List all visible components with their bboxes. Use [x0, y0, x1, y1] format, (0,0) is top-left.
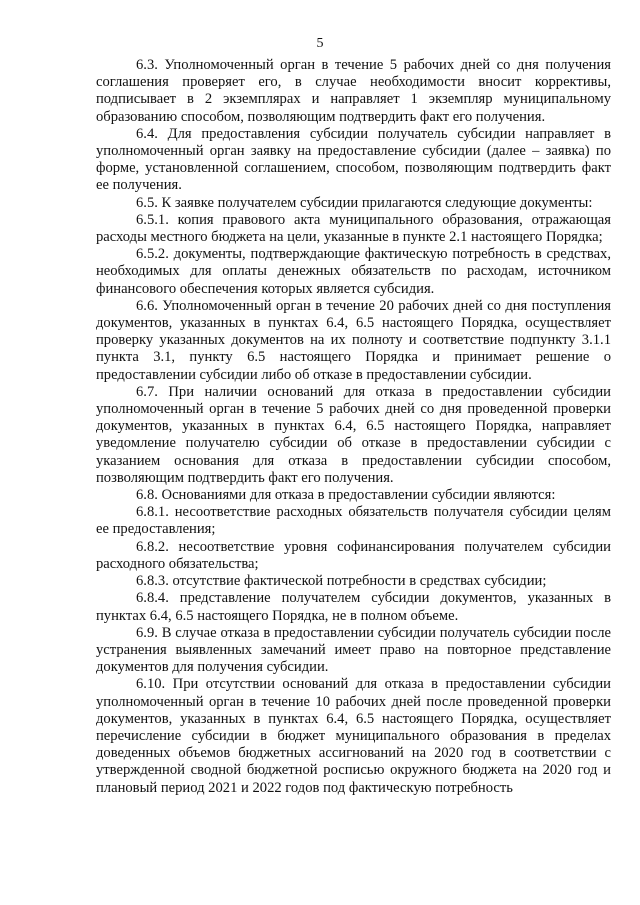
page-number: 5: [316, 36, 324, 51]
paragraph-6-5-1: 6.5.1. копия правового акта муниципального образования, отражающая расходы местного бюджета на цели, указанные в пункте 2.1 настоящего Порядка;: [96, 211, 611, 246]
paragraph-6-8-1: 6.8.1. несоответствие расходных обязательств получателя субсидии целям ее предоставления;: [96, 504, 611, 538]
paragraph-6-8-4: 6.8.4. представление получателем субсидии документов, указанных в пунктах 6.4, 6.5 настоящего Порядка, не в полном объеме.: [96, 590, 611, 624]
paragraph-6-7: 6.7. При наличии оснований для отказа в предоставлении субсидии уполномоченный орган в течение 5 рабочих дней со дня проведенной проверки документов, указанных в пунктах 6.4, 6.5 настоящего Порядка, направляет уведомление получателю субсидии об отказе в предоставлении субсидии с указанием основания для отказа в предоставлении субсидии способом, позволяющим подтвердить факт его получения.: [96, 383, 611, 486]
paragraph-6-4: 6.4. Для предоставления субсидии получатель субсидии направляет в уполномоченный орган заявку на предоставление субсидии (далее – заявка) по форме, установленной соглашением, способом, позволяющим подтвердить факт ее получения.: [96, 125, 611, 194]
paragraph-6-6: 6.6. Уполномоченный орган в течение 20 рабочих дней со дня поступления документов, указанных в пунктах 6.4, 6.5 настоящего Порядка, осуществляет проверку указанных документов на их полноту и соответствие подпункту 3.1.1 пункта 3.1, пункту 6.5 настоящего Порядка и принимает решение о предоставлении субсидии либо об отказе в предоставлении субсидии.: [96, 297, 611, 383]
paragraph-6-5: 6.5. К заявке получателем субсидии прилагаются следующие документы:: [136, 194, 593, 211]
paragraph-6-10: 6.10. При отсутствии оснований для отказа в предоставлении субсидии уполномоченный орган в течение 10 рабочих дней после проведенной проверки документов, указанных в пунктах 6.4, 6.5 настоящего Порядка, осуществляет перечисление субсидии в бюджет муниципального образования в пределах доведенных объемов бюджетных ассигнований на 2020 год в соответствии с утвержденной сводной бюджетной росписью окружного бюджета на 2020 год и плановый период 2021 и 2022 годов под фактическую потребность: [96, 676, 611, 796]
paragraph-6-3: 6.3. Уполномоченный орган в течение 5 рабочих дней со дня получения соглашения проверяет его, в случае необходимости вносит коррективы, подписывает в 2 экземплярах и направляет 1 экземпляр муниципальному образованию способом, позволяющим подтвердить факт его получения.: [96, 57, 611, 125]
document-body: [96, 57, 611, 797]
paragraph-6-5-2: 6.5.2. документы, подтверждающие фактическую потребность в средствах, необходимых для оплаты денежных обязательств по расходам, источником финансового обеспечения которых является субсидия.: [96, 246, 611, 297]
paragraph-6-8-2: 6.8.2. несоответствие уровня софинансирования получателем субсидии расходного обязательства;: [96, 538, 611, 572]
paragraph-6-9: 6.9. В случае отказа в предоставлении субсидии получатель субсидии после устранения выявленных замечаний имеет право на повторное представление документов для получения субсидии.: [96, 624, 611, 676]
paragraph-6-8-3: 6.8.3. отсутствие фактической потребности в средствах субсидии;: [136, 573, 547, 590]
paragraph-6-8: 6.8. Основаниями для отказа в предоставлении субсидии являются:: [136, 487, 556, 504]
